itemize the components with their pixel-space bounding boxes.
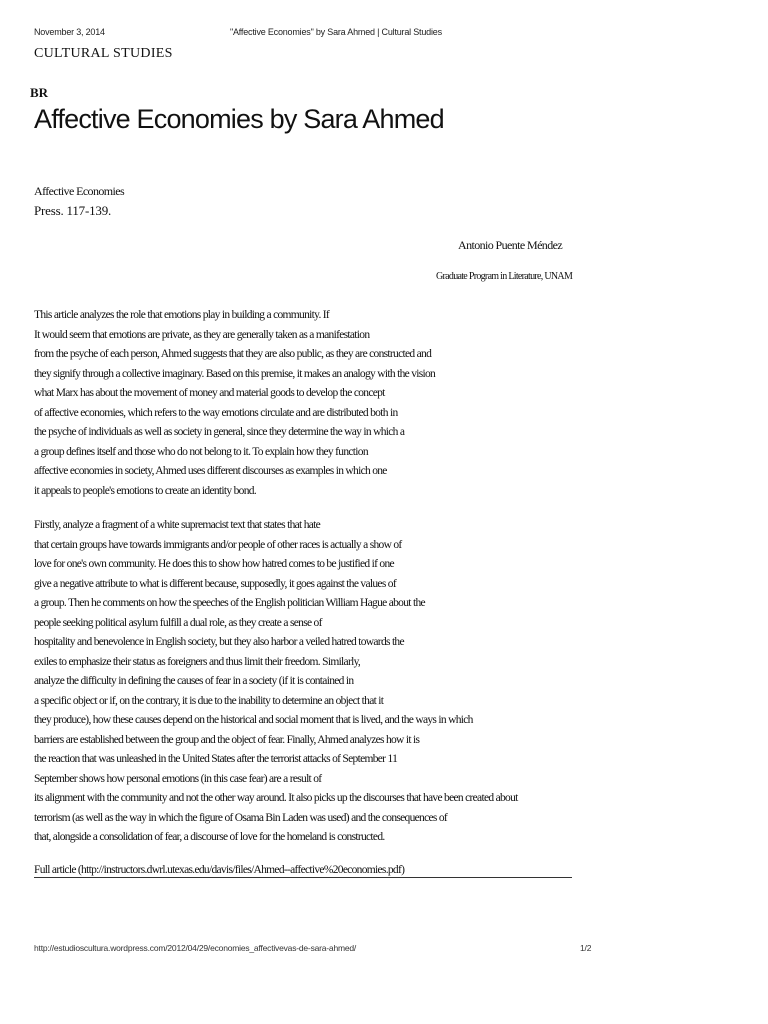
paragraph-line: the reaction that was unleashed in the United States after the terrorist attacks of September 11 <box>34 753 398 765</box>
paragraph-line: give a negative attribute to what is different because, supposedly, it goes against the values of <box>34 577 396 590</box>
print-footer-url: http://estudioscultura.wordpress.com/2012/04/29/economies_affectivevas-de-sara-ahmed/ <box>34 943 357 953</box>
author-affiliation: Graduate Program in Literature, UNAM <box>436 271 573 282</box>
paragraph-line: they produce), how these causes depend on the historical and social moment that is lived, and the ways in which <box>34 714 473 726</box>
source-title: Affective Economies <box>34 184 125 198</box>
paragraph-1 <box>34 306 474 501</box>
paragraph-line: a group. Then he comments on how the speeches of the English politician William Hague about the <box>34 597 425 609</box>
paragraph-line: Firstly, analyze a fragment of a white supremacist text that states that hate <box>34 519 321 531</box>
paragraph-line: It would seem that emotions are private, as they are generally taken as a manifestation <box>34 328 370 341</box>
paragraph-line: affective economies in society, Ahmed uses different discourses as examples in which one <box>34 465 387 477</box>
paragraph-line: terrorism (as well as the way in which the figure of Osama Bin Laden was used) and the consequences of <box>34 811 448 824</box>
print-header-date: November 3, 2014 <box>34 27 105 37</box>
paragraph-line: its alignment with the community and not the other way around. It also picks up the discourses that have been created about <box>34 792 518 804</box>
full-article-link[interactable]: Full article (http://instructors.dwrl.utexas.edu/davis/files/Ahmed--affective%20economies.pdf) <box>34 864 405 876</box>
paragraph-line: they signify through a collective imaginary. Based on this premise, it makes an analogy with the vision <box>34 367 436 380</box>
print-header-title: "Affective Economies" by Sara Ahmed | Cultural Studies <box>230 27 442 37</box>
paragraph-line: This article analyzes the role that emotions play in building a community. If <box>34 309 330 321</box>
paragraph-line: that, alongside a consolidation of fear, a discourse of love for the homeland is constructed. <box>34 831 385 843</box>
author-name: Antonio Puente Méndez <box>458 238 563 252</box>
paragraph-line: September shows how personal emotions (in this case fear) are a result of <box>34 772 322 785</box>
paragraph-line: what Marx has about the movement of money and material goods to develop the concept <box>34 387 385 399</box>
paragraph-line: it appeals to people's emotions to create an identity bond. <box>34 484 257 497</box>
source-pages: Press. 117-139. <box>34 203 112 218</box>
paragraph-line: a specific object or if, on the contrary, it is due to the inability to determine an object that it <box>34 694 384 707</box>
print-footer-page-number: 1/2 <box>580 943 592 953</box>
paragraph-line: people seeking political asylum fulfill a dual role, as they create a sense of <box>34 616 322 629</box>
full-article-row <box>34 864 572 878</box>
paragraph-2 <box>34 516 518 848</box>
site-name[interactable]: CULTURAL STUDIES <box>34 46 173 61</box>
paragraph-line: the psyche of individuals as well as society in general, since they determine the way in which a <box>34 426 405 438</box>
paragraph-line: from the psyche of each person, Ahmed suggests that they are also public, as they are constructed and <box>34 348 432 360</box>
paragraph-line: love for one's own community. He does this to show how hatred comes to be justified if one <box>34 558 394 570</box>
paragraph-line: that certain groups have towards immigrants and/or people of other races is actually a show of <box>34 538 402 551</box>
paragraph-line: barriers are established between the group and the object of fear. Finally, Ahmed analyzes how it is <box>34 733 420 746</box>
post-title: Affective Economies by Sara Ahmed <box>34 104 444 134</box>
paragraph-line: exiles to emphasize their status as foreigners and thus limit their freedom. Similarly, <box>34 655 361 668</box>
paragraph-line: of affective economies, which refers to the way emotions circulate and are distributed both in <box>34 406 398 419</box>
paragraph-line: analyze the difficulty in defining the causes of fear in a society (if it is contained in <box>34 675 354 687</box>
post-category: BR <box>30 85 49 100</box>
paragraph-line: a group defines itself and those who do not belong to it. To explain how they function <box>34 445 368 458</box>
paragraph-line: hospitality and benevolence in English society, but they also harbor a veiled hatred towards the <box>34 636 404 648</box>
